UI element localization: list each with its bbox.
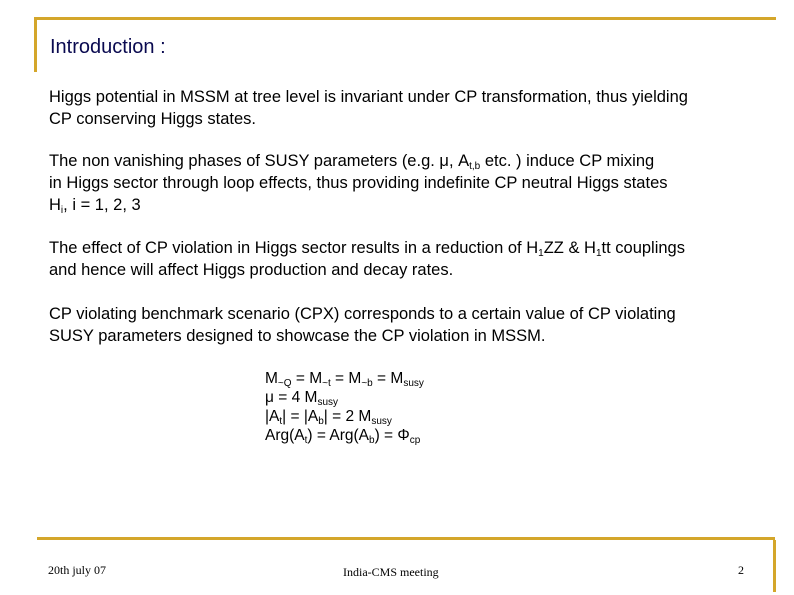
footer-date: 20th july 07 xyxy=(48,563,107,577)
paragraph-2-line-3: $H_i$, i = 1, 2, 3 xyxy=(49,196,141,216)
equation-4: $Arg(A_t) = Arg(A_b) = \Phi_{cp}$ xyxy=(265,427,421,446)
slide-title: Introduction : xyxy=(50,36,166,58)
paragraph-4-line-2: SUSY parameters designed to showcase the CP violation in MSSM. xyxy=(49,327,546,345)
paragraph-4-line-1: CP violating benchmark scenario (CPX) corresponds to a certain value of CP violating xyxy=(49,305,676,323)
paragraph-2-line-2: in Higgs sector through loop effects, thus providing indefinite CP neutral Higgs states xyxy=(49,174,668,192)
equation-3: $|A_t| = |A_b| = 2$ $M_{susy}$ xyxy=(265,408,392,427)
paragraph-3-line-1: The effect of CP violation in Higgs sector results in a reduction of $H_1ZZ$ & $H_1tt$ couplings xyxy=(49,239,685,259)
paragraph-2-line-1: The non vanishing phases of SUSY parameters (e.g. μ, $A_{t,b}$ etc. ) induce CP mixing xyxy=(49,152,655,172)
paragraph-1 xyxy=(49,86,769,130)
left-border-line xyxy=(34,17,37,72)
footer-meeting: India-CMS meeting xyxy=(343,565,439,579)
paragraph-1-line-2: CP conserving Higgs states. xyxy=(49,110,256,128)
paragraph-3 xyxy=(49,237,769,281)
paragraph-2 xyxy=(49,150,769,216)
equation-2: μ = 4 $M_{susy}$ xyxy=(265,389,338,408)
paragraph-1-line-1: Higgs potential in MSSM at tree level is invariant under CP transformation, thus yielding xyxy=(49,88,688,106)
equation-1: $M_{\sim Q} = M_{\sim t} = M_{\sim b} = M_{susy}$ xyxy=(265,370,424,389)
footer-page-number: 2 xyxy=(738,563,744,577)
equations-block xyxy=(265,369,424,445)
top-border-line xyxy=(34,17,776,20)
mu-symbol: μ xyxy=(439,152,449,170)
paragraph-4 xyxy=(49,303,769,347)
bottom-border-line xyxy=(37,537,775,540)
paragraph-3-line-2: and hence will affect Higgs production and decay rates. xyxy=(49,261,454,279)
right-border-line xyxy=(773,540,776,592)
